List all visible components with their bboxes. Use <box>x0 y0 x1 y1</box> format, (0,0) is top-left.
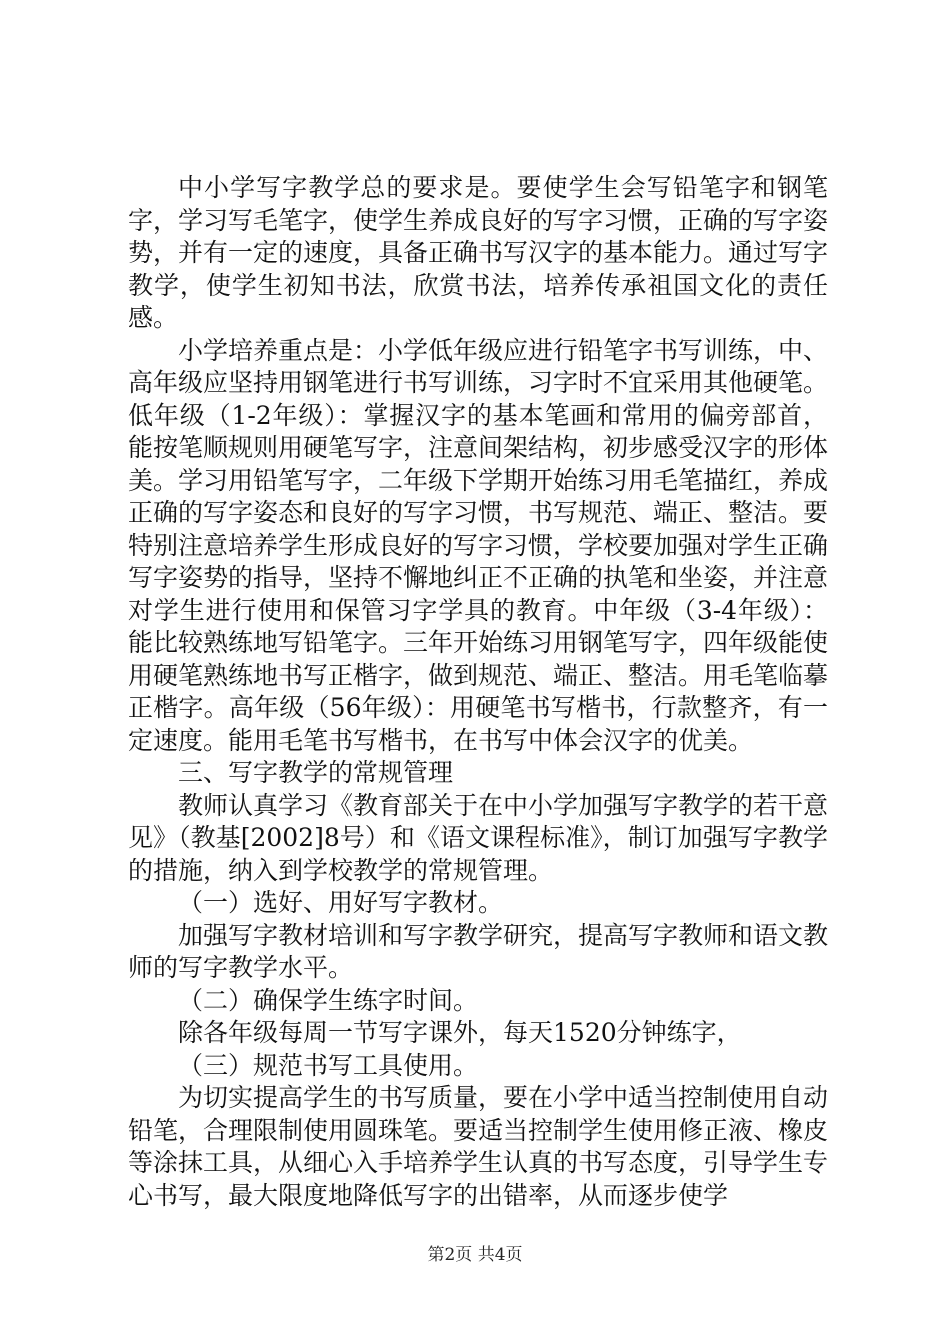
paragraph-teacher-study: 教师认真学习《教育部关于在中小学加强写字教学的若干意见》（教基[2002]8号）和《语文课程标准》，制订加强写字教学的措施，纳入到学校教学的常规管理。 <box>128 790 829 885</box>
paragraph-writing-requirements: 中小学写字教学总的要求是。要使学生会写铅笔字和钢笔字，学习写毛笔字，使学生养成良好的写字习惯，正确的写字姿势，并有一定的速度，具备正确书写汉字的基本能力。通过写字教学，使学生初知书法，欣赏书法，培养传承祖国文化的责任感。 <box>128 173 829 332</box>
document-body <box>128 172 828 1212</box>
paragraph-writing-tools: 为切实提高学生的书写质量，要在小学中适当控制使用自动铅笔，合理限制使用圆珠笔。要适当控制学生使用修正液、橡皮等涂抹工具，从细心入手培养学生认真的书写态度，引导学生专心书写，最大限度地降低写字的出错率，从而逐步使学 <box>128 1083 829 1210</box>
section-heading-routine-management: 三、写字教学的常规管理 <box>178 758 454 787</box>
paragraph-primary-focus: 小学培养重点是：小学低年级应进行铅笔字书写训练，中、高年级应坚持用钢笔进行书写训练，习字时不宜采用其他硬笔。低年级（1-2年级）：掌握汉字的基本笔画和常用的偏旁部首，能按笔顺规则用硬笔写字，注意间架结构，初步感受汉字的形体美。学习用铅笔写字，二年级下学期开始练习用毛笔描红，养成正确的写字姿态和良好的写字习惯，书写规范、端正、整洁。要特别注意培养学生形成良好的写字习惯，学校要加强对学生正确写字姿势的指导，坚持不懈地纠正不正确的执笔和坐姿，并注意对学生进行使用和保管习字学具的教育。中年级（3-4年级）：能比较熟练地写铅笔字。三年开始练习用钢笔写字，四年级能使用硬笔熟练地书写正楷字，做到规范、端正、整洁。用毛笔临摹正楷字。高年级（56年级）：用硬笔书写楷书，行款整齐，有一定速度。能用毛笔书写楷书，在书写中体会汉字的优美。 <box>128 335 829 755</box>
page-number-footer: 第2页 共4页 <box>427 1245 523 1265</box>
subheading-practice-time: （二）确保学生练字时间。 <box>178 985 479 1015</box>
subheading-writing-tools: （三）规范书写工具使用。 <box>178 1050 479 1080</box>
subheading-textbooks: （一）选好、用好写字教材。 <box>178 888 504 917</box>
paragraph-practice-time: 除各年级每周一节写字课外，每天1520分钟练字， <box>178 1018 742 1047</box>
paragraph-textbook-training: 加强写字教材培训和写字教学研究，提高写字教师和语文教师的写字教学水平。 <box>128 920 829 982</box>
